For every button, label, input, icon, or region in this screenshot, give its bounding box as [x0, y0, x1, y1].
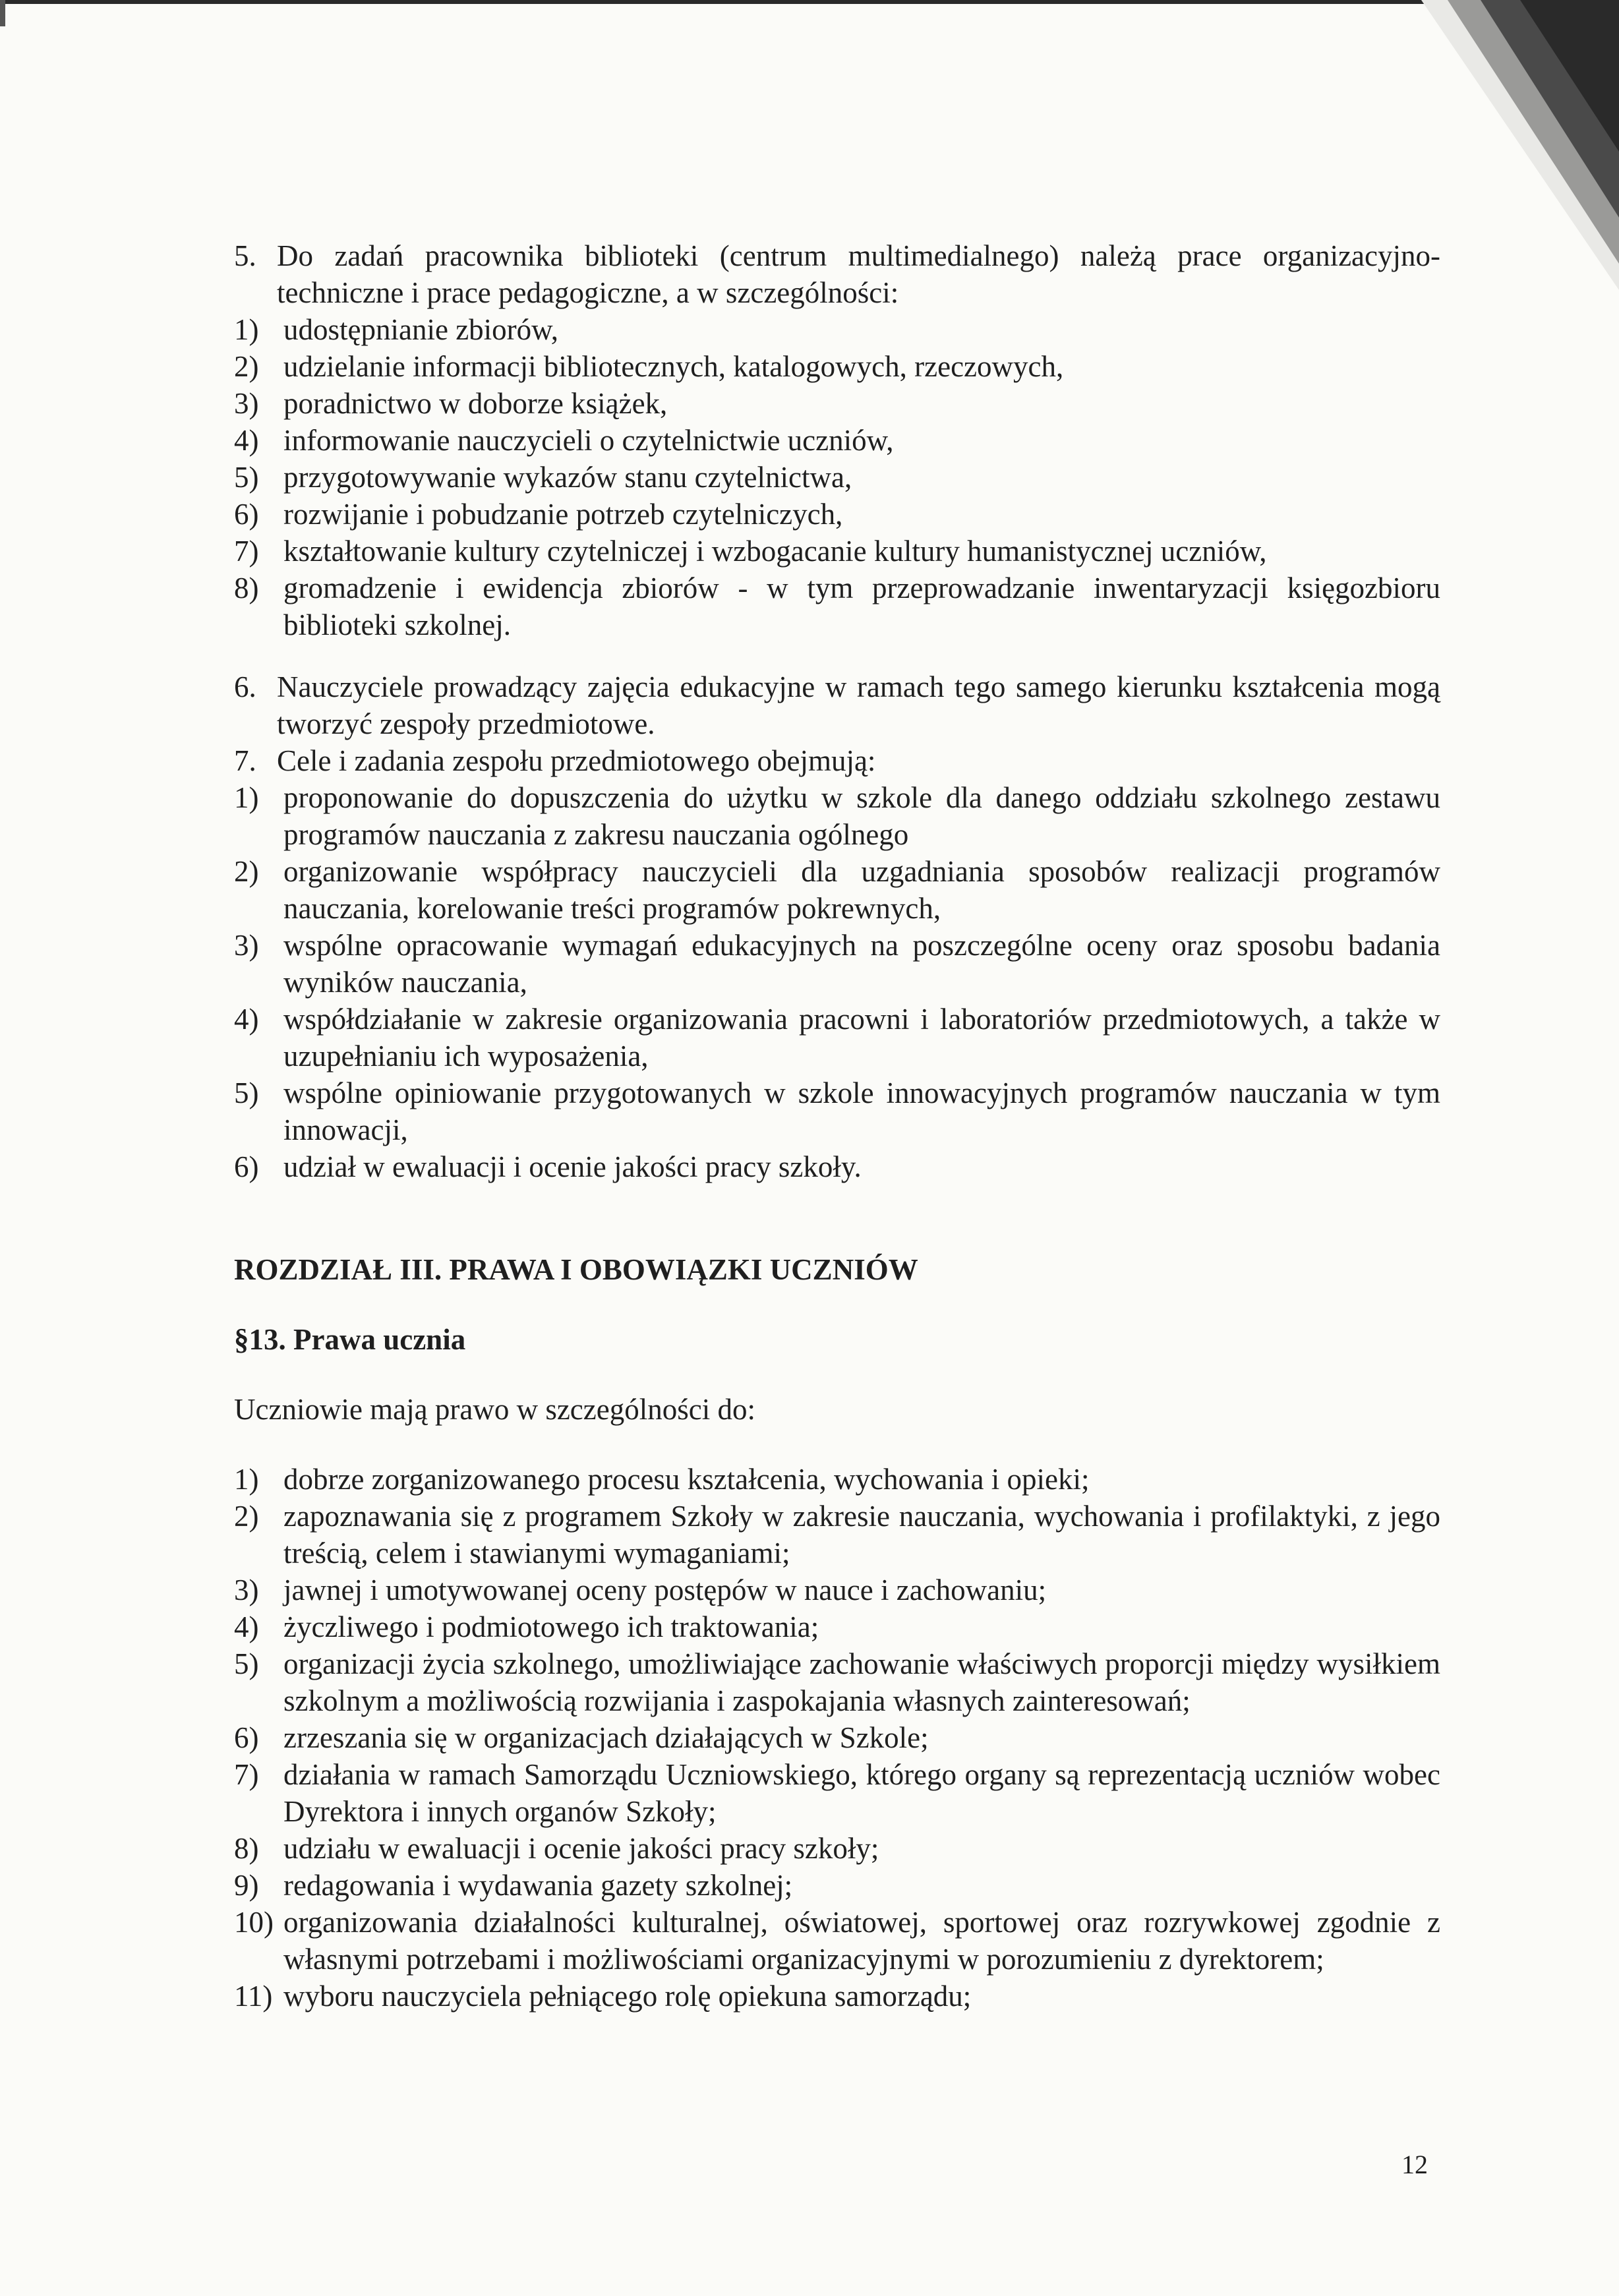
list-item: 6) udział w ewaluacji i ocenie jakości pracy szkoły. [234, 1150, 862, 1183]
list-item: 5) wspólne opiniowanie przygotowanych w szkole innowacyjnych programów nauczania w tym innowacji, [234, 1076, 1440, 1146]
section-7 [234, 742, 1440, 779]
chapter-heading: ROZDZIAŁ III. PRAWA I OBOWIĄZKI UCZNIÓW [234, 1253, 918, 1286]
section-text: Cele i zadania zespołu przedmiotowego obejmują: [277, 744, 876, 777]
folded-corner [1421, 0, 1619, 290]
paragraph-heading: §13. Prawa ucznia [234, 1323, 466, 1356]
list-item: 4) współdziałanie w zakresie organizowania pracowni i laboratoriów przedmiotowych, a także w uzupełnianiu ich wyposażenia, [234, 1003, 1440, 1073]
list-item: 5) organizacji życia szkolnego, umożliwiające zachowanie właściwych proporcji między wysiłkiem szkolnym a możliwością rozwijania i zaspokajania własnych zainteresowań; [234, 1647, 1440, 1717]
list-item: 8) gromadzenie i ewidencja zbiorów - w tym przeprowadzanie inwentaryzacji księgozbioru biblioteki szkolnej. [234, 572, 1440, 641]
list-item: 3) jawnej i umotywowanej oceny postępów w nauce i zachowaniu; [234, 1574, 1047, 1606]
list-item: 1) proponowanie do dopuszczenia do użytku w szkole dla danego oddziału szkolnego zestawu programów nauczania z zakresu nauczania ogólnego [234, 781, 1440, 851]
list-item: 10) organizowania działalności kulturalnej, oświatowej, sportowej oraz rozrywkowej zgodnie z własnymi potrzebami i możliwościami organizacyjnymi w porozumieniu z dyrektorem; [234, 1906, 1440, 1976]
section-text: Do zadań pracownika biblioteki (centrum multimedialnego) należą prace organizacyjno-techniczne i prace pedagogiczne, a w szczególności: [277, 239, 1440, 309]
list-item: 2) organizowanie współpracy nauczycieli dla uzgadniania sposobów realizacji programów nauczania, korelowanie treści programów pokrewnych, [234, 855, 1440, 925]
list-item: 9) redagowania i wydawania gazety szkolnej; [234, 1869, 793, 1902]
list-item: 5) przygotowywanie wykazów stanu czytelnictwa, [234, 461, 852, 494]
list-item: 3) poradnictwo w doborze książek, [234, 387, 668, 420]
scan-top-edge [0, 0, 1619, 4]
list-item: 2) udzielanie informacji bibliotecznych, katalogowych, rzeczowych, [234, 350, 1064, 383]
list-item: 11) wyboru nauczyciela pełniącego rolę opiekuna samorządu; [234, 1980, 972, 2013]
list-item: 1) udostępnianie zbiorów, [234, 313, 558, 346]
section-text: Nauczyciele prowadzący zajęcia edukacyjne w ramach tego samego kierunku kształcenia mogą tworzyć zespoły przedmiotowe. [277, 670, 1440, 740]
section-number: 5. [234, 239, 256, 272]
list-item: 8) udziału w ewaluacji i ocenie jakości pracy szkoły; [234, 1832, 879, 1865]
list-item: 3) wspólne opracowanie wymagań edukacyjnych na poszczególne oceny oraz sposobu badania wyników nauczania, [234, 929, 1440, 999]
list-item: 4) informowanie nauczycieli o czytelnictwie uczniów, [234, 424, 894, 457]
list-item: 4) życzliwego i podmiotowego ich traktowania; [234, 1610, 819, 1643]
rights-intro: Uczniowie mają prawo w szczególności do: [234, 1393, 755, 1426]
list-item: 6) rozwijanie i pobudzanie potrzeb czytelniczych, [234, 498, 843, 531]
list-item: 6) zrzeszania się w organizacjach działających w Szkole; [234, 1721, 929, 1754]
section-number: 7. [234, 744, 256, 777]
section-5 [234, 237, 1440, 311]
list-item: 7) kształtowanie kultury czytelniczej i wzbogacanie kultury humanistycznej uczniów, [234, 535, 1267, 568]
page-number: 12 [1401, 2150, 1428, 2179]
document-page [234, 237, 1440, 2015]
list-item: 1) dobrze zorganizowanego procesu kształcenia, wychowania i opieki; [234, 1463, 1090, 1496]
list-item: 7) działania w ramach Samorządu Uczniowskiego, którego organy są reprezentacją uczniów wobec Dyrektora i innych organów Szkoły; [234, 1758, 1440, 1828]
section-number: 6. [234, 670, 256, 703]
list-item: 2) zapoznawania się z programem Szkoły w zakresie nauczania, wychowania i profilaktyki, z jego treścią, celem i stawianymi wymaganiami; [234, 1500, 1440, 1570]
section-6 [234, 668, 1440, 742]
scan-left-mark [0, 0, 5, 26]
